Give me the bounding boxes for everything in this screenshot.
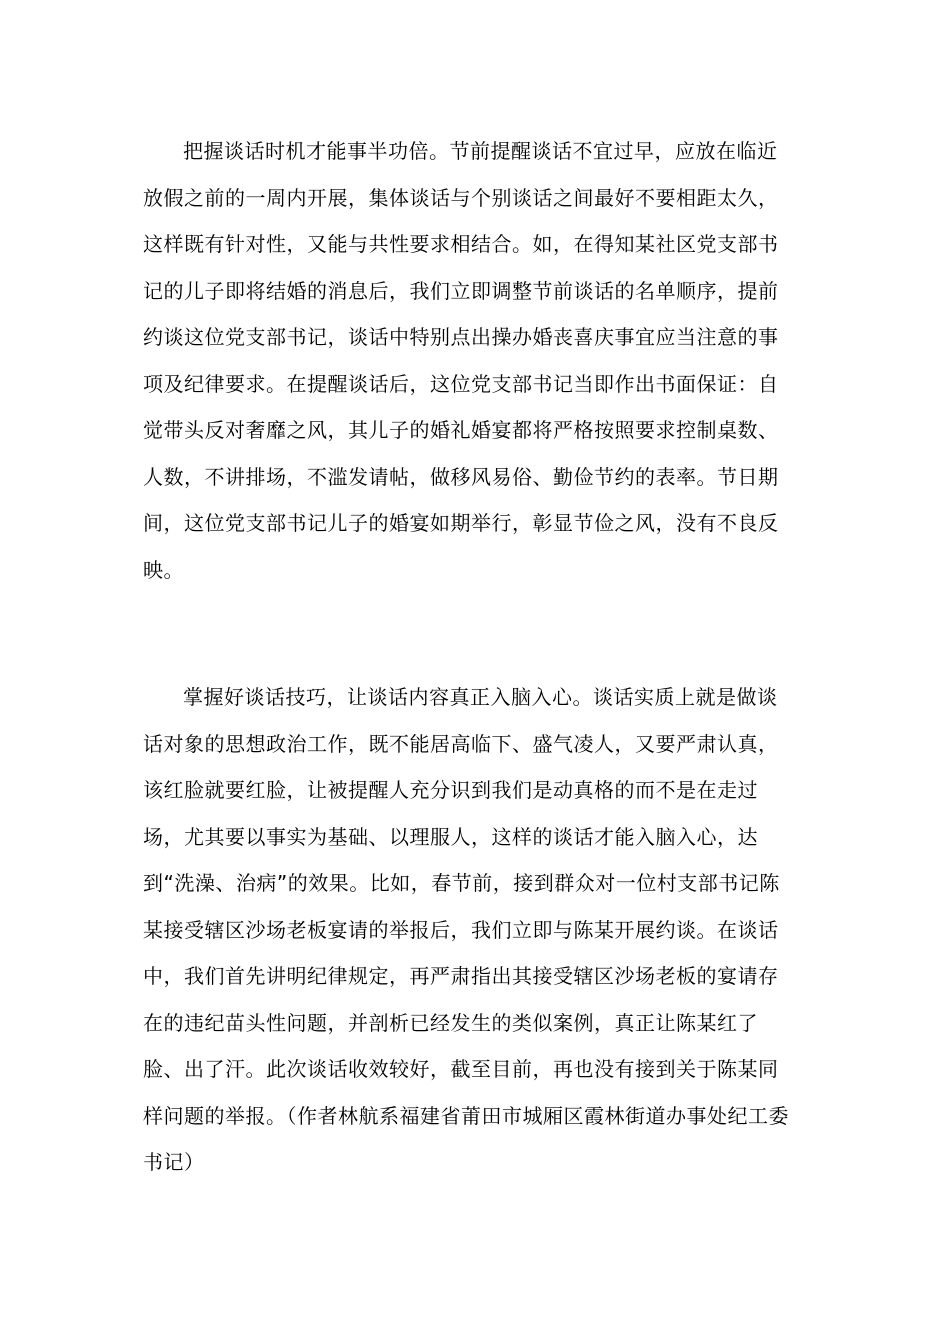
paragraph-talk-timing: 把握谈话时机才能事半功倍。节前提醒谈话不宜过早，应放在临近放假之前的一周内开展，集体谈话与个别谈话之间最好不要相距太久，这样既有针对性，又能与共性要求相结合。如，在得知某社区党支部书记的儿子即将结婚的消息后，我们立即调整节前谈话的名单顺序，提前约谈这位党支部书记，谈话中特别点出操办婚丧喜庆事宜应当注意的事项及纪律要求。在提醒谈话后，这位党支部书记当即作出书面保证：自觉带头反对奢靡之风，其儿子的婚礼婚宴都将严格按照要求控制桌数、人数，不讲排场，不滥发请帖，做移风易俗、勤俭节约的表率。节日期间，这位党支部书记儿子的婚宴如期举行，彰显节俭之风，没有不良反映。 xyxy=(143,139,779,582)
paragraph-talk-skills: 掌握好谈话技巧，让谈话内容真正入脑入心。谈话实质上就是做谈话对象的思想政治工作，既不能居高临下、盛气凌人，又要严肃认真，该红脸就要红脸，让被提醒人充分识到我们是动真格的而不是在走过场，尤其要以事实为基础、以理服人，这样的谈话才能入脑入心，达到“洗澡、治病”的效果。比如，春节前，接到群众对一位村支部书记陈某接受辖区沙场老板宴请的举报后，我们立即与陈某开展约谈。在谈话中，我们首先讲明纪律规定，再严肃指出其接受辖区沙场老板的宴请存在的违纪苗头性问题，并剖析已经发生的类似案例，真正让陈某红了脸、出了汗。此次谈话收效较好，截至目前，再也没有接到关于陈某同样问题的举报。（作者林航系福建省莆田市城厢区霞林街道办事处纪工委书记） xyxy=(143,685,789,1174)
